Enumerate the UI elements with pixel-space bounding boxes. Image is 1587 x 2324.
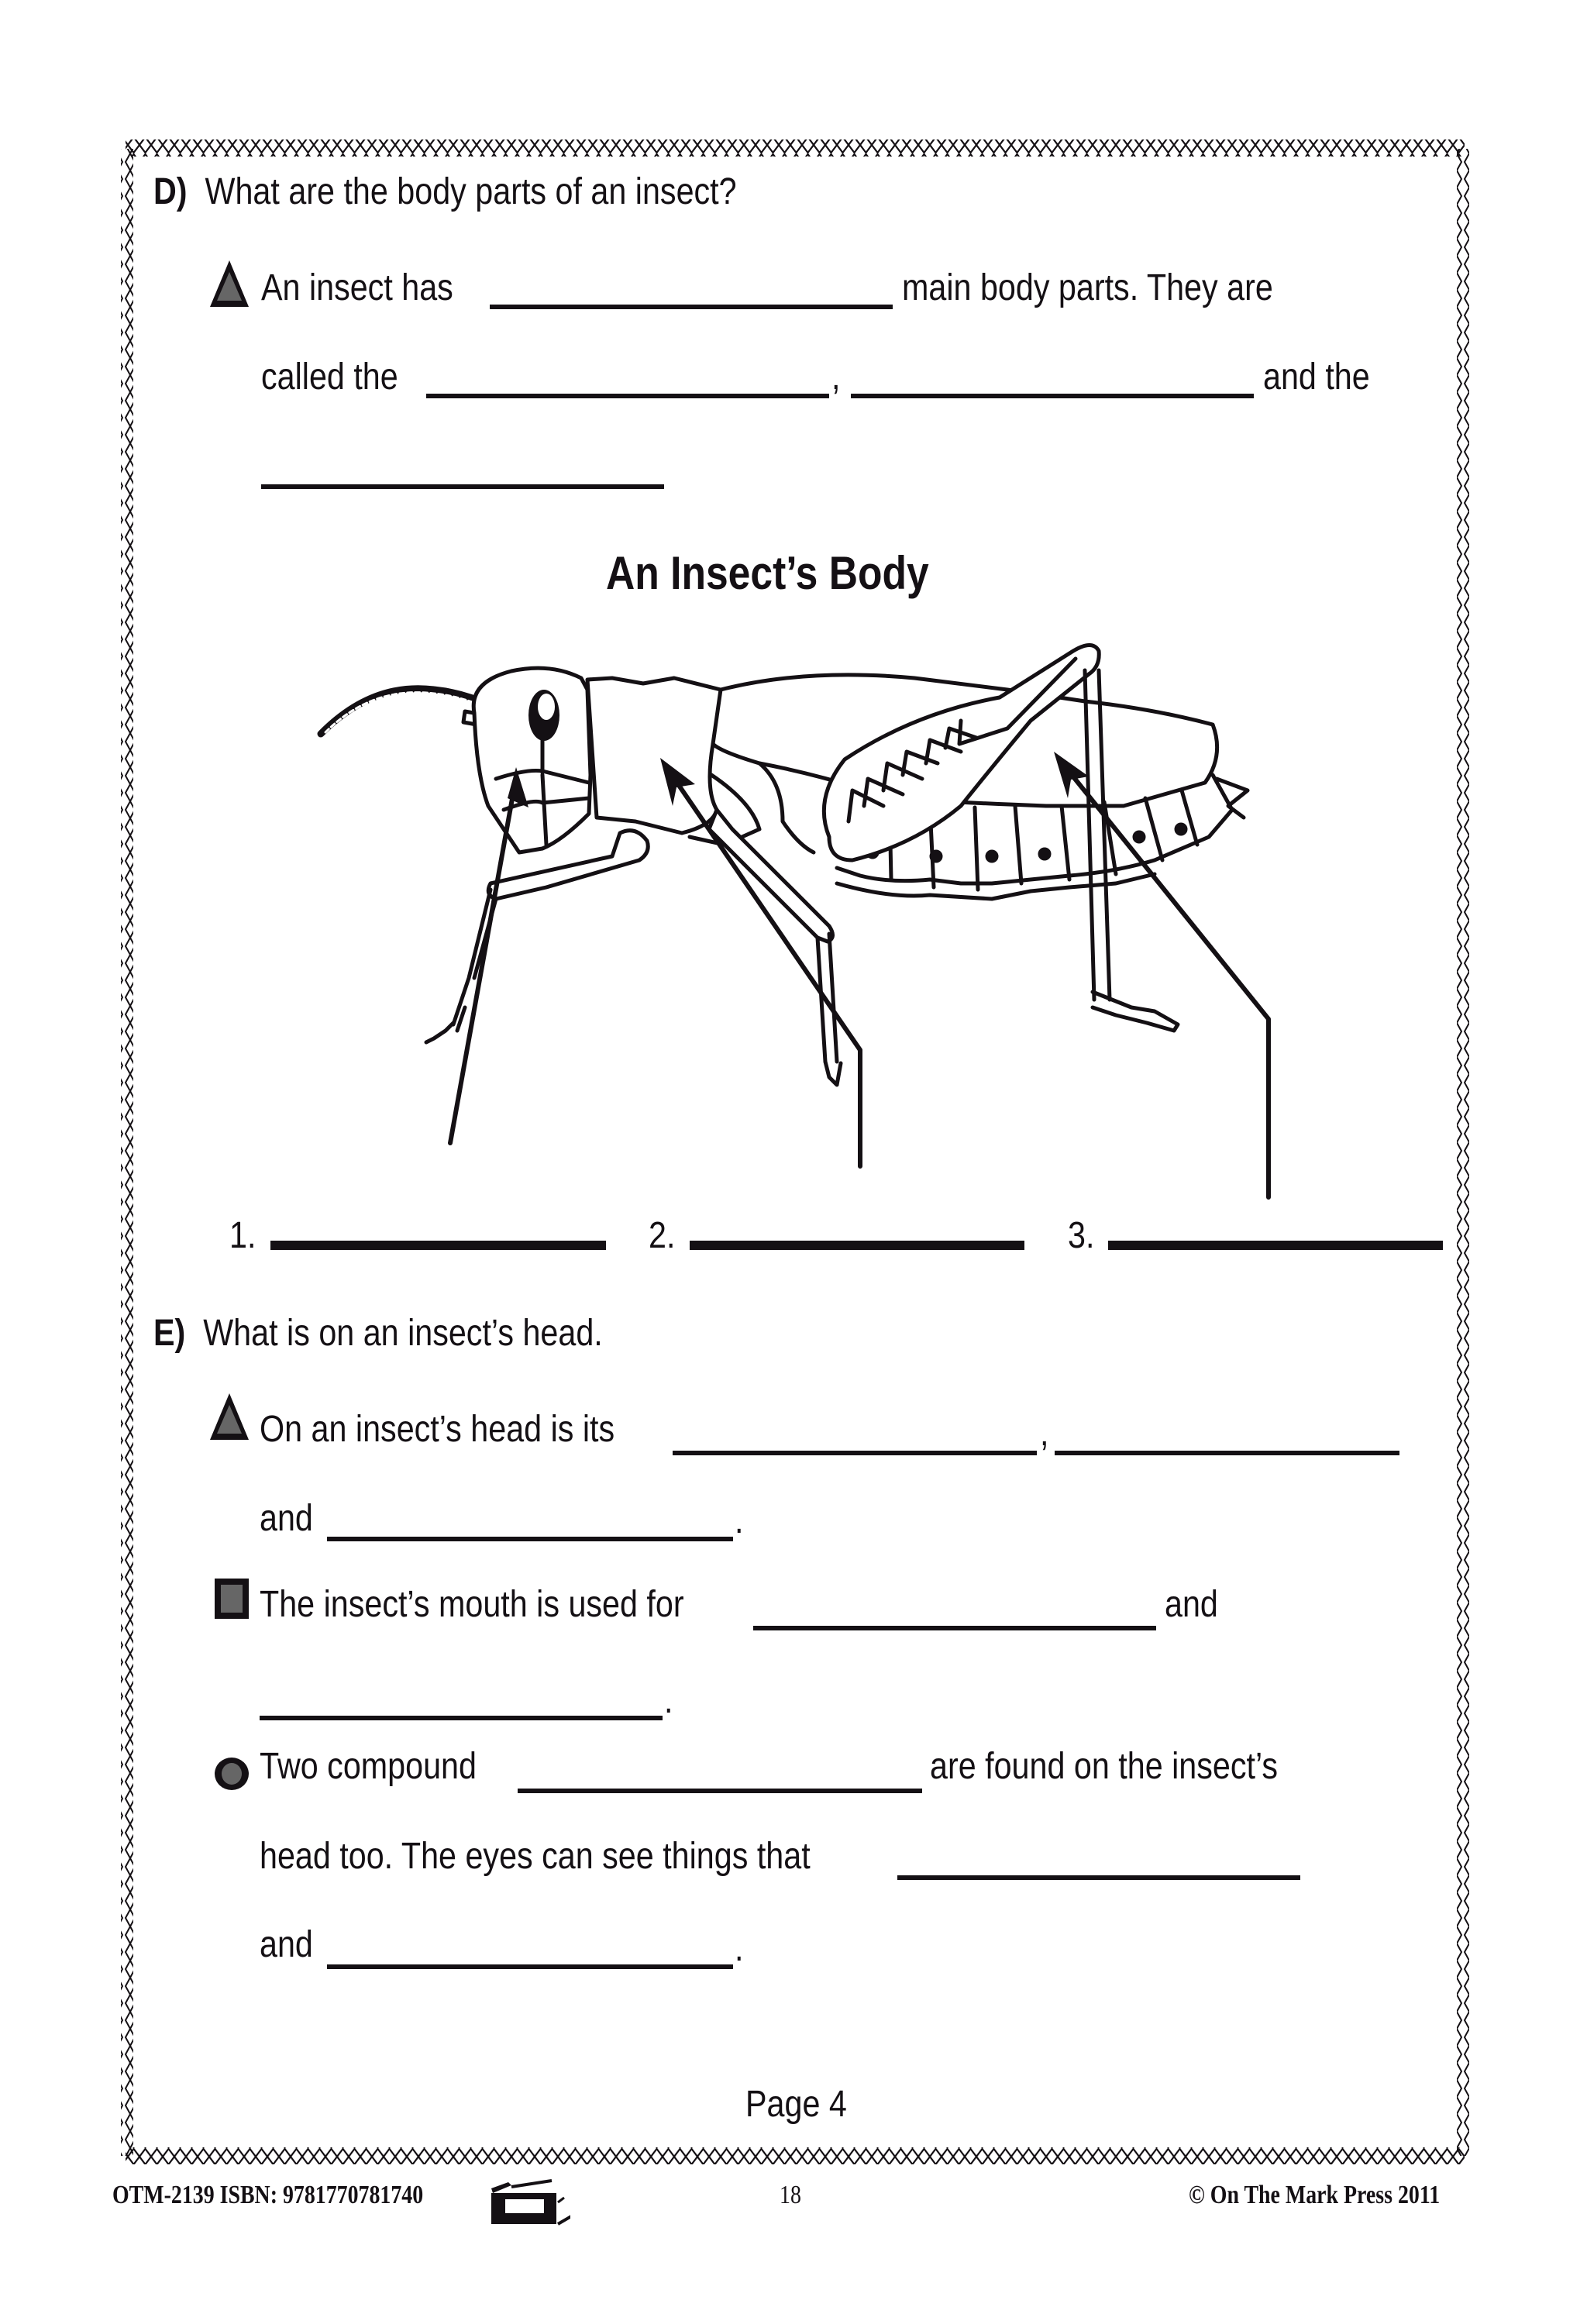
- label-number-3: 3.: [1068, 1215, 1095, 1256]
- e-tri-period: .: [735, 1500, 744, 1541]
- e-tri-line2-prefix: and: [260, 1498, 313, 1539]
- e-circ-line2-prefix: head too. The eyes can see things that: [260, 1836, 811, 1877]
- d-line1-prefix: An insect has: [261, 267, 453, 308]
- pointer-line-head: [450, 777, 516, 1143]
- label-number-1: 1.: [229, 1215, 256, 1256]
- grasshopper-illustration: [321, 646, 1248, 1086]
- e-circ-line1-suffix: are found on the insect’s: [930, 1746, 1279, 1787]
- d-line1-suffix: main body parts. They are: [902, 267, 1273, 308]
- answer-blank-compound-eyes[interactable]: [518, 1789, 922, 1793]
- section-e-label: E): [153, 1313, 186, 1354]
- e-sq-line1-suffix: and: [1165, 1584, 1218, 1625]
- label-blank-1[interactable]: [270, 1241, 606, 1250]
- e-circ-period: .: [735, 1928, 744, 1969]
- section-e-question: [153, 1312, 603, 1355]
- answer-blank-head-part-1[interactable]: [673, 1451, 1037, 1455]
- answer-blank-eyes-see-1[interactable]: [897, 1875, 1300, 1880]
- d-line2-suffix: and the: [1263, 356, 1370, 398]
- triangle-icon: [208, 1391, 251, 1442]
- section-d-question-text: What are the body parts of an insect?: [205, 171, 737, 212]
- answer-blank-mouth-use-1[interactable]: [753, 1626, 1156, 1630]
- answer-blank-eyes-see-2[interactable]: [327, 1964, 733, 1969]
- answer-blank-head-part-2[interactable]: [1055, 1451, 1399, 1455]
- square-icon: [213, 1577, 250, 1620]
- label-blank-3[interactable]: [1108, 1241, 1443, 1250]
- e-circ-line1-prefix: Two compound: [260, 1746, 477, 1787]
- photocopier-icon: [477, 2171, 570, 2226]
- answer-blank-mouth-use-2[interactable]: [260, 1716, 663, 1720]
- e-tri-line1-prefix: On an insect’s head is its: [260, 1409, 615, 1450]
- d-line2-comma: ,: [831, 356, 841, 398]
- diagram-title: An Insect’s Body: [606, 547, 929, 599]
- e-circ-line3-prefix: and: [260, 1924, 313, 1965]
- label-number-2: 2.: [649, 1215, 676, 1256]
- footer-copyright: © On The Mark Press 2011: [1189, 2181, 1441, 2209]
- footer-page-number: 18: [780, 2181, 801, 2209]
- d-line2-prefix: called the: [261, 356, 398, 398]
- section-e-question-text: What is on an insect’s head.: [203, 1313, 603, 1354]
- answer-blank-head-part-3[interactable]: [327, 1537, 733, 1541]
- circle-icon: [212, 1744, 251, 1795]
- page-label: Page 4: [745, 2084, 847, 2125]
- e-sq-line1-prefix: The insect’s mouth is used for: [260, 1584, 684, 1625]
- label-blank-2[interactable]: [690, 1241, 1024, 1250]
- e-sq-period: .: [664, 1680, 673, 1721]
- footer-code-isbn: OTM-2139 ISBN: 9781770781740: [112, 2181, 424, 2209]
- e-tri-comma: ,: [1040, 1413, 1049, 1454]
- section-d-label: D): [153, 171, 188, 212]
